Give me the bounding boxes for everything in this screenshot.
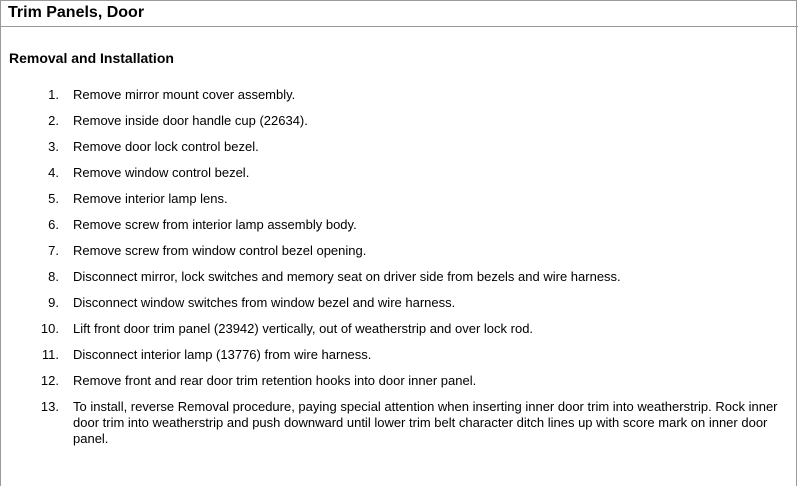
procedure-step [1, 139, 798, 165]
step-number: 11. [41, 347, 59, 362]
procedure-step [1, 217, 798, 243]
procedure-step [1, 269, 798, 295]
step-number: 10. [40, 321, 59, 336]
step-number: 8. [48, 269, 59, 284]
step-number: 6. [48, 217, 59, 232]
procedure-steps-list [1, 87, 798, 459]
step-number: 1. [48, 87, 59, 102]
procedure-step [1, 191, 798, 217]
procedure-step [1, 295, 798, 321]
procedure-step [1, 243, 798, 269]
step-text: Lift front door trim panel (23942) vertically, out of weatherstrip and over lock rod. [73, 321, 534, 336]
procedure-step [1, 113, 798, 139]
procedure-step [1, 373, 798, 399]
step-text: Remove interior lamp lens. [73, 191, 228, 206]
step-number: 5. [48, 191, 59, 206]
procedure-step [1, 321, 798, 347]
step-number: 4. [48, 165, 59, 180]
procedure-step [1, 399, 798, 459]
step-number: 9. [48, 295, 59, 310]
step-number: 2. [48, 113, 59, 128]
step-text: Remove window control bezel. [73, 165, 250, 180]
procedure-step [1, 87, 798, 113]
step-text: Remove screw from window control bezel opening. [73, 243, 367, 258]
step-number: 3. [48, 139, 59, 154]
title-divider [1, 26, 798, 27]
step-number: 13. [40, 399, 59, 414]
procedure-step [1, 347, 798, 373]
step-number: 7. [48, 243, 59, 258]
step-text: Remove front and rear door trim retention hooks into door inner panel. [73, 373, 477, 388]
step-text: Disconnect window switches from window bezel and wire harness. [73, 295, 456, 310]
procedure-step [1, 165, 798, 191]
step-text: Remove inside door handle cup (22634). [73, 113, 308, 128]
step-text: Remove door lock control bezel. [73, 139, 259, 154]
step-text: Remove mirror mount cover assembly. [73, 87, 296, 102]
step-text: Disconnect mirror, lock switches and memory seat on driver side from bezels and wire harness. [73, 269, 621, 284]
step-text: Remove screw from interior lamp assembly body. [73, 217, 357, 232]
step-text: To install, reverse Removal procedure, paying special attention when inserting inner door trim into weatherstrip. Rock inner door trim into weatherstrip and push downward until lower trim belt character ditch lines up with score mark on inner door panel. [73, 399, 778, 446]
step-number: 12. [40, 373, 59, 388]
step-text: Disconnect interior lamp (13776) from wire harness. [73, 347, 372, 362]
page-title: Trim Panels, Door [8, 4, 145, 21]
section-title: Removal and Installation [9, 50, 174, 66]
